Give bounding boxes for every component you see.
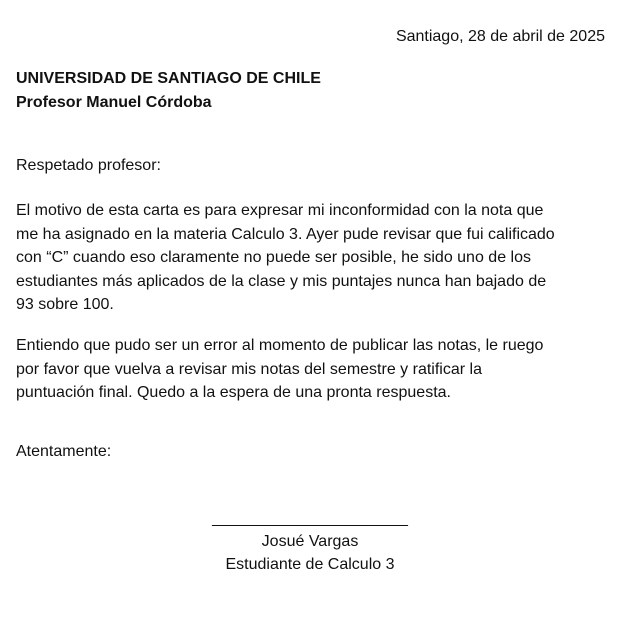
paragraph-line: 93 sobre 100. (16, 296, 114, 313)
body-paragraph-2 (16, 334, 612, 405)
paragraph-line: Entiendo que pudo ser un error al momento de publicar las notas, le ruego (16, 337, 544, 354)
recipient-institution: UNIVERSIDAD DE SANTIAGO DE CHILE (16, 70, 321, 87)
paragraph-line: me ha asignado en la materia Calculo 3. Ayer pude revisar que fui calificado (16, 225, 555, 243)
letter-date: Santiago, 28 de abril de 2025 (395, 28, 605, 45)
signature-block (160, 507, 460, 576)
signer-name: Josué Vargas (261, 533, 359, 550)
recipient-block (16, 67, 321, 115)
salutation: Respetado profesor: (16, 157, 161, 174)
paragraph-line: estudiantes más aplicados de la clase y mis puntajes nunca han bajado de (16, 272, 547, 290)
paragraph-line: con “C” cuando eso claramente no puede ser posible, he sido uno de los (16, 249, 531, 266)
closing: Atentamente: (16, 443, 112, 460)
paragraph-line: por favor que vuelva a revisar mis notas del semestre y ratificar la (16, 360, 482, 378)
signature-line: ______________________ (212, 510, 408, 527)
recipient-name: Profesor Manuel Córdoba (16, 94, 212, 111)
signer-title: Estudiante de Calculo 3 (225, 556, 395, 573)
paragraph-line: El motivo de esta carta es para expresar mi inconformidad con la nota que (16, 202, 544, 219)
body-paragraph-1 (16, 199, 612, 317)
paragraph-line: puntuación final. Quedo a la espera de una pronta respuesta. (16, 384, 451, 401)
